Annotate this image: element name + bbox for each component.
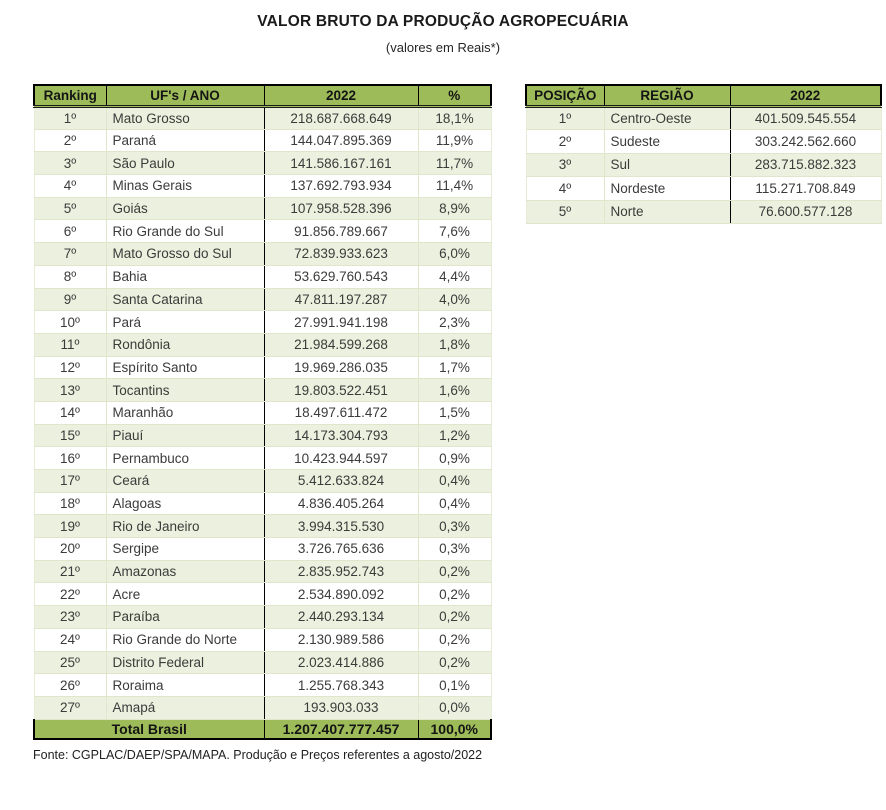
header-row (526, 85, 881, 107)
rank-cell: 17º (34, 470, 106, 493)
value-cell: 3.726.765.636 (264, 538, 418, 561)
value-cell: 5.412.633.824 (264, 470, 418, 493)
value-cell: 21.984.599.268 (264, 333, 418, 356)
percent-cell: 1,8% (418, 333, 491, 356)
table-row (526, 200, 881, 223)
state-name-cell: Roraima (106, 674, 264, 697)
region-name-cell: Nordeste (604, 177, 730, 200)
states-table-total (34, 719, 491, 739)
region-name-cell: Sudeste (604, 130, 730, 153)
rank-cell: 21º (34, 560, 106, 583)
rank-cell: 18º (34, 492, 106, 515)
state-name-cell: Piauí (106, 424, 264, 447)
regions-table-body (526, 107, 881, 224)
table-row (34, 356, 491, 379)
state-name-cell: Maranhão (106, 401, 264, 424)
regions-table-header (526, 85, 881, 107)
percent-cell: 8,9% (418, 197, 491, 220)
rank-cell: 19º (34, 515, 106, 538)
position-cell: 1º (526, 107, 604, 130)
state-name-cell: Amazonas (106, 560, 264, 583)
regions-ranking-table (525, 84, 882, 224)
table-row (526, 153, 881, 176)
rank-cell: 15º (34, 424, 106, 447)
value-cell: 14.173.304.793 (264, 424, 418, 447)
table-row (34, 107, 491, 130)
state-name-cell: Rio Grande do Norte (106, 628, 264, 651)
table-row (34, 379, 491, 402)
table-row (34, 265, 491, 288)
value-cell: 218.687.668.649 (264, 107, 418, 130)
table-row (34, 515, 491, 538)
state-name-cell: Rio de Janeiro (106, 515, 264, 538)
state-name-cell: Rio Grande do Sul (106, 220, 264, 243)
value-cell: 2.130.989.586 (264, 628, 418, 651)
table-row (34, 696, 491, 719)
state-name-cell: Pernambuco (106, 447, 264, 470)
position-cell: 5º (526, 200, 604, 223)
value-cell: 4.836.405.264 (264, 492, 418, 515)
value-cell: 76.600.577.128 (730, 200, 881, 223)
value-cell: 1.255.768.343 (264, 674, 418, 697)
percent-cell: 11,4% (418, 175, 491, 198)
percent-cell: 18,1% (418, 107, 491, 130)
rank-cell: 10º (34, 311, 106, 334)
state-name-cell: Tocantins (106, 379, 264, 402)
value-cell: 283.715.882.323 (730, 153, 881, 176)
table-row (34, 628, 491, 651)
column-header-percent: % (418, 85, 491, 107)
value-cell: 141.586.167.161 (264, 152, 418, 175)
table-row (526, 177, 881, 200)
percent-cell: 1,7% (418, 356, 491, 379)
value-cell: 193.903.033 (264, 696, 418, 719)
rank-cell: 27º (34, 696, 106, 719)
state-name-cell: Santa Catarina (106, 288, 264, 311)
table-row (34, 424, 491, 447)
table-row (34, 311, 491, 334)
percent-cell: 7,6% (418, 220, 491, 243)
percent-cell: 0,4% (418, 470, 491, 493)
state-name-cell: São Paulo (106, 152, 264, 175)
state-name-cell: Rondônia (106, 333, 264, 356)
source-note: Fonte: CGPLAC/DAEP/SPA/MAPA. Produção e Preços referentes a agosto/2022 (33, 748, 483, 763)
table-row (34, 674, 491, 697)
table-row (34, 447, 491, 470)
table-row (34, 288, 491, 311)
rank-cell: 24º (34, 628, 106, 651)
value-cell: 401.509.545.554 (730, 107, 881, 130)
table-row (526, 107, 881, 130)
rank-cell: 23º (34, 606, 106, 629)
state-name-cell: Paraná (106, 129, 264, 152)
table-row (34, 651, 491, 674)
value-cell: 19.803.522.451 (264, 379, 418, 402)
position-cell: 4º (526, 177, 604, 200)
states-table-header (34, 85, 491, 107)
percent-cell: 0,4% (418, 492, 491, 515)
percent-cell: 4,0% (418, 288, 491, 311)
percent-cell: 0,9% (418, 447, 491, 470)
percent-cell: 11,9% (418, 129, 491, 152)
region-name-cell: Centro-Oeste (604, 107, 730, 130)
value-cell: 10.423.944.597 (264, 447, 418, 470)
tables-container (33, 84, 886, 740)
value-cell: 72.839.933.623 (264, 243, 418, 266)
rank-cell: 13º (34, 379, 106, 402)
value-cell: 3.994.315.530 (264, 515, 418, 538)
value-cell: 115.271.708.849 (730, 177, 881, 200)
region-name-cell: Sul (604, 153, 730, 176)
value-cell: 2.835.952.743 (264, 560, 418, 583)
column-header-2022: 2022 (264, 85, 418, 107)
header-row (34, 85, 491, 107)
table-row (34, 175, 491, 198)
rank-cell: 11º (34, 333, 106, 356)
value-cell: 144.047.895.369 (264, 129, 418, 152)
column-header-regiao: REGIÃO (604, 85, 730, 107)
region-name-cell: Norte (604, 200, 730, 223)
state-name-cell: Paraíba (106, 606, 264, 629)
state-name-cell: Distrito Federal (106, 651, 264, 674)
value-cell: 27.991.941.198 (264, 311, 418, 334)
position-cell: 2º (526, 130, 604, 153)
state-name-cell: Amapá (106, 696, 264, 719)
state-name-cell: Pará (106, 311, 264, 334)
rank-cell: 12º (34, 356, 106, 379)
table-row (34, 606, 491, 629)
value-cell: 18.497.611.472 (264, 401, 418, 424)
state-name-cell: Minas Gerais (106, 175, 264, 198)
state-name-cell: Goiás (106, 197, 264, 220)
rank-cell: 5º (34, 197, 106, 220)
table-row (34, 470, 491, 493)
table-row (34, 401, 491, 424)
percent-cell: 1,5% (418, 401, 491, 424)
page-title: VALOR BRUTO DA PRODUÇÃO AGROPECUÁRIA (257, 13, 629, 30)
rank-cell: 8º (34, 265, 106, 288)
rank-cell: 2º (34, 129, 106, 152)
table-row (34, 333, 491, 356)
rank-cell: 4º (34, 175, 106, 198)
table-row (526, 130, 881, 153)
rank-cell: 3º (34, 152, 106, 175)
column-header-posicao: POSIÇÃO (526, 85, 604, 107)
percent-cell: 0,1% (418, 674, 491, 697)
percent-cell: 1,6% (418, 379, 491, 402)
state-name-cell: Bahia (106, 265, 264, 288)
table-row (34, 560, 491, 583)
column-header-2022: 2022 (730, 85, 881, 107)
rank-cell: 20º (34, 538, 106, 561)
value-cell: 19.969.286.035 (264, 356, 418, 379)
state-name-cell: Acre (106, 583, 264, 606)
percent-cell: 0,2% (418, 628, 491, 651)
rank-cell: 7º (34, 243, 106, 266)
column-header-uf-ano: UF's / ANO (106, 85, 264, 107)
rank-cell: 6º (34, 220, 106, 243)
page-subtitle: (valores em Reais*) (385, 40, 501, 55)
value-cell: 137.692.793.934 (264, 175, 418, 198)
total-value-cell: 1.207.407.777.457 (264, 719, 418, 739)
table-row (34, 152, 491, 175)
state-name-cell: Mato Grosso (106, 107, 264, 130)
percent-cell: 0,2% (418, 560, 491, 583)
states-table-body (34, 107, 491, 720)
total-label-cell: Total Brasil (34, 719, 264, 739)
value-cell: 91.856.789.667 (264, 220, 418, 243)
table-row (34, 243, 491, 266)
percent-cell: 0,2% (418, 583, 491, 606)
states-ranking-table (33, 84, 492, 740)
table-row (34, 197, 491, 220)
value-cell: 2.440.293.134 (264, 606, 418, 629)
total-percent-cell: 100,0% (418, 719, 491, 739)
percent-cell: 1,2% (418, 424, 491, 447)
state-name-cell: Espírito Santo (106, 356, 264, 379)
percent-cell: 4,4% (418, 265, 491, 288)
column-header-ranking: Ranking (34, 85, 106, 107)
table-row (34, 538, 491, 561)
value-cell: 107.958.528.396 (264, 197, 418, 220)
rank-cell: 16º (34, 447, 106, 470)
value-cell: 303.242.562.660 (730, 130, 881, 153)
table-row (34, 492, 491, 515)
value-cell: 47.811.197.287 (264, 288, 418, 311)
rank-cell: 22º (34, 583, 106, 606)
value-cell: 2.023.414.886 (264, 651, 418, 674)
rank-cell: 1º (34, 107, 106, 130)
value-cell: 53.629.760.543 (264, 265, 418, 288)
rank-cell: 25º (34, 651, 106, 674)
percent-cell: 0,0% (418, 696, 491, 719)
percent-cell: 0,3% (418, 538, 491, 561)
percent-cell: 2,3% (418, 311, 491, 334)
state-name-cell: Mato Grosso do Sul (106, 243, 264, 266)
state-name-cell: Sergipe (106, 538, 264, 561)
percent-cell: 0,2% (418, 651, 491, 674)
rank-cell: 9º (34, 288, 106, 311)
rank-cell: 14º (34, 401, 106, 424)
percent-cell: 6,0% (418, 243, 491, 266)
value-cell: 2.534.890.092 (264, 583, 418, 606)
total-row (34, 719, 491, 739)
table-row (34, 583, 491, 606)
state-name-cell: Alagoas (106, 492, 264, 515)
percent-cell: 0,2% (418, 606, 491, 629)
state-name-cell: Ceará (106, 470, 264, 493)
table-row (34, 220, 491, 243)
percent-cell: 0,3% (418, 515, 491, 538)
percent-cell: 11,7% (418, 152, 491, 175)
rank-cell: 26º (34, 674, 106, 697)
table-row (34, 129, 491, 152)
position-cell: 3º (526, 153, 604, 176)
